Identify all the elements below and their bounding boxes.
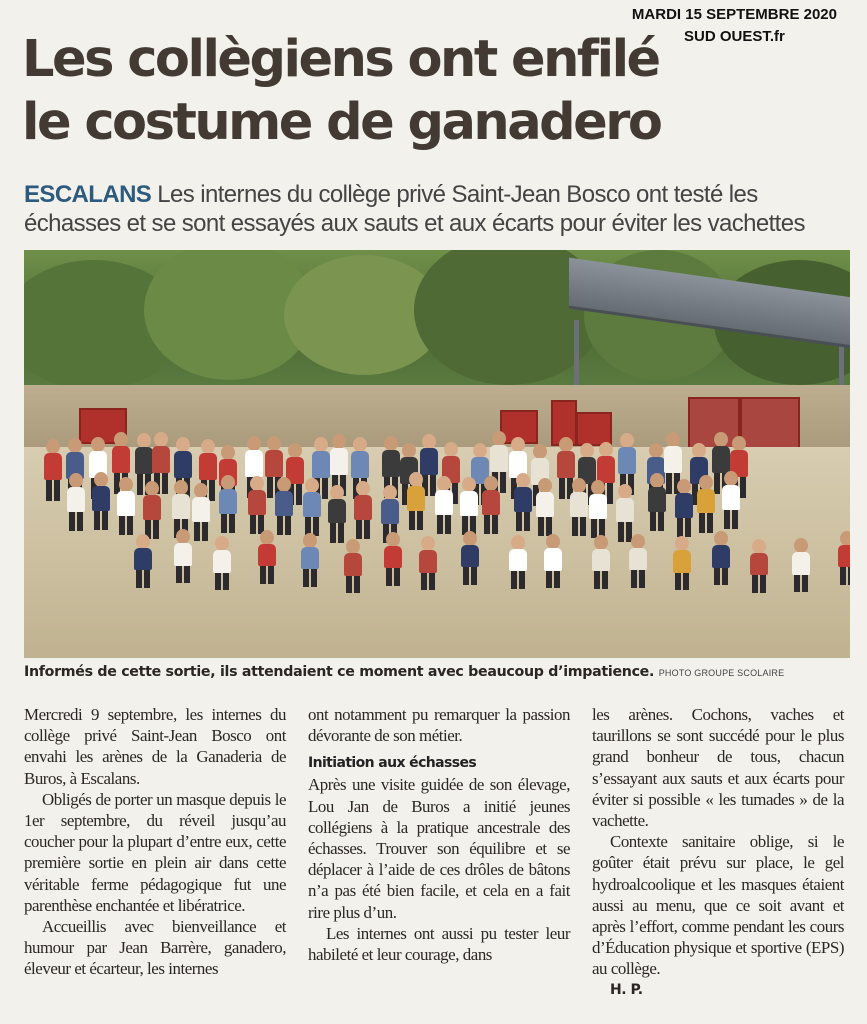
student-body: [213, 550, 231, 573]
student-body: [750, 553, 768, 576]
student-leg: [338, 523, 344, 542]
student-head: [267, 436, 281, 451]
student-head: [591, 480, 605, 495]
student-leg: [471, 567, 477, 585]
student-body: [117, 491, 135, 516]
student-leg: [184, 566, 190, 584]
student-head: [353, 437, 367, 452]
student-body: [616, 498, 634, 523]
student-leg: [658, 512, 664, 531]
student-leg: [54, 480, 60, 501]
student-head: [714, 531, 728, 546]
student-leg: [194, 522, 200, 541]
student-leg: [313, 517, 319, 536]
student-head: [174, 480, 188, 495]
paragraph: Les internes ont aussi pu tester leur habileté et leur courage, dans: [308, 923, 570, 965]
student-leg: [77, 512, 83, 531]
student-head: [145, 481, 159, 496]
student-leg: [722, 568, 728, 586]
student-head: [677, 479, 691, 494]
student-body: [592, 549, 610, 572]
student-body: [135, 447, 153, 474]
student-head: [303, 533, 317, 548]
student-leg: [162, 473, 168, 494]
student-leg: [752, 575, 758, 593]
student-leg: [463, 567, 469, 585]
student-head: [714, 432, 728, 447]
student-body: [648, 487, 666, 512]
student-leg: [229, 514, 235, 533]
student-head: [46, 439, 60, 454]
student-head: [580, 443, 594, 458]
student-head: [732, 436, 746, 451]
student-body: [67, 487, 85, 512]
student-leg: [144, 570, 150, 588]
student-leg: [524, 512, 530, 531]
student-leg: [554, 571, 560, 589]
student-body: [712, 446, 730, 473]
student-leg: [492, 515, 498, 534]
student-head: [215, 536, 229, 551]
student-leg: [137, 474, 143, 495]
student-head: [201, 439, 215, 454]
student-head: [649, 443, 663, 458]
student-body: [192, 497, 210, 522]
student-leg: [594, 571, 600, 589]
student-head: [356, 481, 370, 496]
student-head: [314, 437, 328, 452]
student-head: [559, 437, 573, 452]
student-body: [174, 451, 192, 478]
student-body: [570, 492, 588, 517]
student-leg: [794, 575, 800, 593]
student-head: [176, 529, 190, 544]
student-body: [509, 549, 527, 572]
student-leg: [285, 516, 291, 535]
student-leg: [296, 484, 302, 505]
paragraph: les arènes. Cochons, vaches et taurillons se sont succédé pour le plus grand bonheur de tous, chacun s’essayant aux sauts et aux écarts pour éviter si possible « les tumades » de la vachette.: [592, 705, 844, 831]
subheading: Initiation aux échasses: [308, 755, 477, 772]
student-body: [351, 451, 369, 478]
student-leg: [209, 480, 215, 501]
paragraph: Contexte sanitaire oblige, si le goûter était prévu sur place, le gel hydroalcoolique et les masques étaient aussi au menu, que ce soit avant et après l’effort, comme pendant les cours d’Éducation physique et sportive (EPS) au collège.: [592, 832, 844, 979]
student-leg: [386, 568, 392, 586]
shed-post: [574, 320, 579, 390]
student-body: [112, 446, 130, 473]
student-leg: [707, 513, 713, 532]
student-body: [460, 491, 478, 516]
student-head: [288, 443, 302, 458]
student-leg: [409, 511, 415, 530]
student-head: [221, 445, 235, 460]
student-head: [752, 539, 766, 554]
student-body: [675, 493, 693, 518]
student-leg: [260, 566, 266, 584]
student-leg: [631, 570, 637, 588]
publication-source: SUD OUEST.fr: [684, 28, 785, 45]
student-leg: [452, 483, 458, 504]
student-leg: [215, 573, 221, 591]
student-leg: [500, 472, 506, 493]
student-body: [838, 545, 850, 568]
student-body: [420, 448, 438, 475]
student-body: [245, 450, 263, 477]
student-head: [176, 437, 190, 452]
student-leg: [364, 520, 370, 539]
student-head: [247, 436, 261, 451]
photo-credit: PHOTO GROUPE SCOLAIRE: [658, 668, 785, 678]
student-group: [34, 438, 844, 648]
student-leg: [740, 477, 746, 498]
student-body: [536, 492, 554, 517]
student-head: [511, 535, 525, 550]
student-head: [260, 530, 274, 545]
student-head: [618, 484, 632, 499]
student-head: [194, 483, 208, 498]
student-body: [143, 495, 161, 520]
student-body: [792, 552, 810, 575]
student-leg: [268, 566, 274, 584]
student-leg: [303, 569, 309, 587]
headline-line-1: Les collègiens ont enfilé: [22, 30, 659, 89]
student-leg: [683, 573, 689, 591]
student-head: [332, 434, 346, 449]
student-leg: [136, 570, 142, 588]
student-body: [544, 548, 562, 571]
student-head: [516, 473, 530, 488]
student-head: [384, 436, 398, 451]
student-head: [599, 442, 613, 457]
student-body: [514, 487, 532, 512]
student-leg: [356, 520, 362, 539]
student-body: [275, 491, 293, 516]
student-leg: [559, 478, 565, 499]
student-leg: [429, 573, 435, 591]
student-leg: [421, 573, 427, 591]
student-body: [381, 499, 399, 524]
article-column-2: [308, 704, 570, 965]
student-leg: [153, 520, 159, 539]
student-head: [463, 531, 477, 546]
caption-text: Informés de cette sortie, ils attendaient ce moment avec beaucoup d’impatience.: [24, 664, 655, 680]
group-photo: [24, 250, 850, 658]
student-leg: [322, 478, 328, 499]
student-body: [92, 486, 110, 511]
student-body: [384, 546, 402, 569]
student-body: [673, 550, 691, 573]
student-body: [248, 490, 266, 515]
student-body: [44, 453, 62, 480]
student-body: [618, 447, 636, 474]
student-leg: [69, 512, 75, 531]
student-leg: [840, 567, 846, 585]
lede-text: Les internes du collège privé Saint-Jean Bosco ont testé les échasses et se sont essayés aux sauts et aux écarts pour éviter les vachettes: [24, 181, 805, 237]
paragraph: Mercredi 9 septembre, les internes du collège privé Saint-Jean Bosco ont envahi les arènes de la Ganaderia de Buros, à Escalans.: [24, 705, 286, 788]
student-body: [382, 450, 400, 477]
student-body: [419, 550, 437, 573]
student-head: [114, 432, 128, 447]
student-leg: [685, 518, 691, 537]
student-body: [265, 450, 283, 477]
student-head: [402, 443, 416, 458]
student-body: [435, 490, 453, 515]
student-leg: [516, 512, 522, 531]
student-leg: [417, 511, 423, 530]
student-head: [699, 475, 713, 490]
student-head: [137, 433, 151, 448]
student-head: [794, 538, 808, 553]
student-leg: [119, 516, 125, 535]
student-head: [69, 473, 83, 488]
student-leg: [94, 511, 100, 530]
student-leg: [445, 515, 451, 534]
student-body: [697, 489, 715, 514]
student-leg: [580, 517, 586, 536]
student-body: [330, 448, 348, 475]
student-leg: [346, 576, 352, 594]
student-head: [538, 478, 552, 493]
student-body: [722, 485, 740, 510]
student-leg: [677, 518, 683, 537]
student-head: [94, 472, 108, 487]
student-leg: [760, 575, 766, 593]
student-body: [152, 446, 170, 473]
student-leg: [223, 573, 229, 591]
student-leg: [714, 568, 720, 586]
student-leg: [519, 571, 525, 589]
student-body: [258, 544, 276, 567]
lede: [24, 180, 844, 238]
headline: [22, 28, 852, 154]
student-head: [620, 433, 634, 448]
student-head: [840, 531, 850, 546]
lede-location: ESCALANS: [24, 181, 152, 208]
paragraph: Obligés de porter un masque depuis le 1er septembre, du réveil jusqu’au coucher pour la plupart d’entre eux, cette première sortie en plein air dans cette véritable ferme pédagogique fut une parenthèse enchantée et libératrice.: [24, 789, 286, 915]
student-head: [594, 535, 608, 550]
student-leg: [650, 512, 656, 531]
student-body: [312, 451, 330, 478]
student-head: [386, 532, 400, 547]
student-leg: [675, 573, 681, 591]
student-leg: [437, 515, 443, 534]
paragraph: ont notamment pu remarquer la passion dévorante de son métier.: [308, 705, 570, 746]
student-head: [692, 443, 706, 458]
student-body: [712, 545, 730, 568]
student-leg: [538, 517, 544, 536]
headline-line-2: le costume de ganadero: [22, 93, 661, 152]
student-head: [250, 476, 264, 491]
student-leg: [607, 483, 613, 504]
publication-date: MARDI 15 SEPTEMBRE 2020: [631, 6, 837, 23]
student-head: [421, 536, 435, 551]
student-leg: [176, 566, 182, 584]
student-head: [444, 442, 458, 457]
student-leg: [250, 515, 256, 534]
student-body: [407, 486, 425, 511]
student-leg: [330, 523, 336, 542]
student-body: [557, 451, 575, 478]
author-signature: H. P.: [610, 981, 643, 998]
student-leg: [848, 567, 850, 585]
student-leg: [802, 575, 808, 593]
student-head: [383, 485, 397, 500]
student-body: [199, 453, 217, 480]
student-leg: [221, 514, 227, 533]
student-leg: [724, 510, 730, 529]
student-leg: [277, 516, 283, 535]
student-leg: [639, 570, 645, 588]
student-body: [134, 548, 152, 571]
student-body: [328, 499, 346, 524]
student-leg: [618, 522, 624, 541]
student-body: [301, 547, 319, 570]
student-body: [303, 492, 321, 517]
student-head: [473, 443, 487, 458]
student-leg: [572, 517, 578, 536]
student-head: [91, 437, 105, 452]
student-body: [664, 446, 682, 473]
student-leg: [394, 568, 400, 586]
student-body: [589, 494, 607, 519]
student-leg: [699, 513, 705, 532]
student-body: [490, 445, 508, 472]
student-head: [409, 472, 423, 487]
student-head: [330, 485, 344, 500]
student-head: [631, 534, 645, 549]
student-leg: [311, 569, 317, 587]
student-leg: [666, 473, 672, 494]
student-leg: [511, 571, 517, 589]
photo-caption: [24, 664, 854, 680]
student-head: [154, 432, 168, 447]
student-body: [354, 495, 372, 520]
student-body: [629, 548, 647, 571]
student-body: [172, 494, 190, 519]
student-body: [174, 543, 192, 566]
paragraph: Accueillis avec bienveillance et humour par Jean Barrère, ganadero, éleveur et écarteur, les internes: [24, 917, 286, 979]
student-head: [136, 534, 150, 549]
student-leg: [732, 510, 738, 529]
student-leg: [591, 519, 597, 538]
student-leg: [714, 473, 720, 494]
student-leg: [127, 516, 133, 535]
student-head: [675, 536, 689, 551]
article-column-3: [592, 704, 844, 1000]
student-head: [666, 432, 680, 447]
student-head: [533, 444, 547, 459]
student-head: [346, 539, 360, 554]
student-leg: [602, 571, 608, 589]
student-leg: [267, 477, 273, 498]
student-leg: [202, 522, 208, 541]
student-head: [511, 437, 525, 452]
student-head: [68, 438, 82, 453]
student-head: [119, 477, 133, 492]
student-head: [422, 434, 436, 449]
student-body: [482, 490, 500, 515]
student-body: [344, 553, 362, 576]
student-head: [546, 534, 560, 549]
student-leg: [102, 511, 108, 530]
student-head: [492, 431, 506, 446]
student-leg: [546, 571, 552, 589]
student-leg: [484, 515, 490, 534]
student-body: [219, 489, 237, 514]
student-head: [484, 476, 498, 491]
student-leg: [46, 480, 52, 501]
student-leg: [354, 576, 360, 594]
student-body: [597, 456, 615, 483]
student-body: [461, 545, 479, 568]
paragraph: Après une visite guidée de son élevage, Lou Jan de Buros a initié jeunes collégiens à la pratique ancestrale des échasses. Trouver son équilibre et se déplacer à l’aide de ces drôles de bâtons n’a pas été bien facile, et cela en a fait rire plus d’un.: [308, 775, 570, 922]
article-column-1: [24, 704, 286, 980]
